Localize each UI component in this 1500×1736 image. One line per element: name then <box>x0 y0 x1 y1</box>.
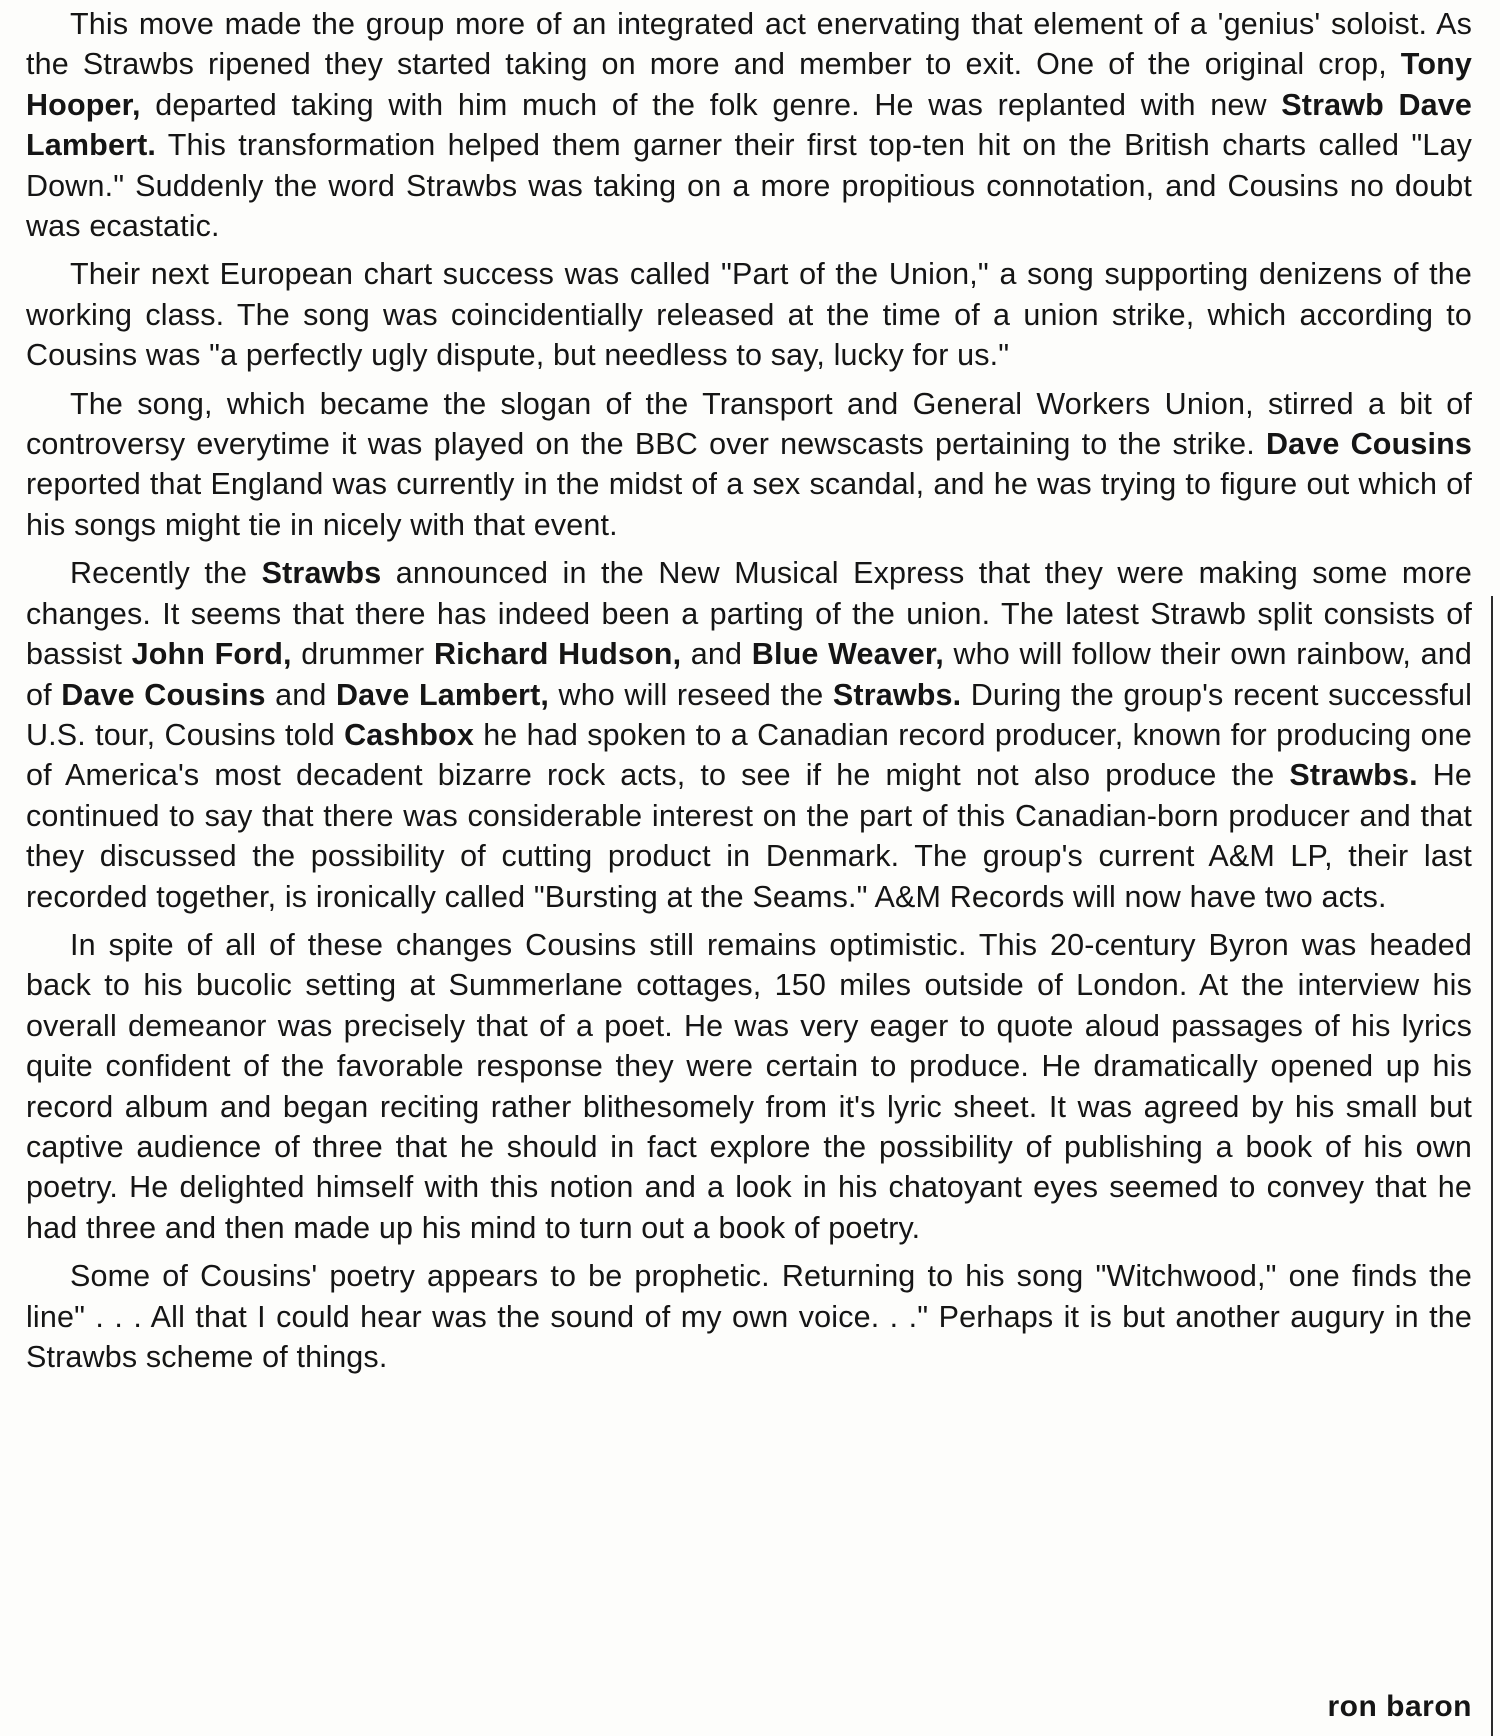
text-run: and <box>681 637 752 672</box>
bold-name-run: Dave Cousins <box>61 677 266 712</box>
bold-name-run: Dave Lambert, <box>335 677 550 712</box>
article-paragraph <box>26 4 1472 246</box>
bold-name-run: Dave Cousins <box>1265 427 1472 462</box>
bold-name-run: Strawbs. <box>832 677 962 712</box>
bold-name-run: Strawbs. <box>1289 758 1418 793</box>
text-run: drummer <box>291 637 434 672</box>
text-run: This transformation helped them garner their first top-ten hit on the British charts called "Lay Down." Suddenly the word Strawbs was taking on a more propitious connotation, and Cousins no doubt was ecastatic. <box>26 128 1472 244</box>
text-run: Some of Cousins' poetry appears to be prophetic. Returning to his song "Witchwood," one finds the line" . . . All that I could hear was the sound of my own voice. . ." Perhaps it is but another augury in the Strawbs scheme of things. <box>26 1259 1472 1374</box>
text-run: This move made the group more of an integrated act enervating that element of a 'genius' soloist. As the Strawbs ripened they started taking on more and member to exit. One of the original crop, <box>26 7 1472 82</box>
text-run: He continued to say that there was considerable interest on the part of this Canadian-born producer and that they discussed the possibility of cutting product in Denmark. The group's current A&M LP, their last recorded together, is ironically called "Bursting at the Seams." A&M Records will now have two acts. <box>26 758 1472 914</box>
text-run: announced in the New Musical Express that they were making some more changes. It seems that there has indeed been a parting of the union. The latest Strawb split consists of bassist <box>26 556 1472 672</box>
text-run: he had spoken to a Canadian record producer, known for producing one of America's most decadent bizarre rock acts, to see if he might not also produce the <box>26 717 1472 793</box>
text-run: In spite of all of these changes Cousins still remains optimistic. This 20-century Byron was headed back to his bucolic setting at Summerlane cottages, 150 miles outside of London. At the interview his overall demeanor was precisely that of a poet. He was very eager to quote aloud passages of his lyrics quite confident of the favorable response they were certain to produce. He dramatically opened up his record album and began reciting rather blithesomely from it's lyric sheet. It was agreed by his small but captive audience of three that he should in fact explore the possibility of publishing a book of his own poetry. He delighted himself with this notion and a look in his chatoyant eyes seemed to convey that he had three and then made up his mind to turn out a book of poetry. <box>26 927 1472 1245</box>
page-edge-rule <box>1491 596 1493 1736</box>
text-run: reported that England was currently in the midst of a sex scandal, and he was trying to figure out which of his songs might tie in nicely with that event. <box>26 467 1472 542</box>
article-paragraph <box>26 553 1472 917</box>
article-paragraph <box>26 1256 1472 1377</box>
article-body <box>26 4 1472 1377</box>
bold-name-run: Tony Hooper, <box>26 47 1472 122</box>
bold-name-run: Blue Weaver, <box>751 637 944 672</box>
text-run: Recently the <box>70 556 262 591</box>
text-run: departed taking with him much of the folk genre. He was replanted with new <box>140 87 1282 122</box>
article-paragraph <box>26 254 1472 375</box>
text-run: The song, which became the slogan of the Transport and General Workers Union, stirred a bit of controversy everytime it was played on the BBC over newscasts pertaining to the strike. <box>26 386 1472 462</box>
text-run: and <box>265 677 336 712</box>
text-run: who will reseed the <box>549 677 833 712</box>
article-paragraph <box>26 384 1472 546</box>
bold-name-run: Cashbox <box>344 717 474 752</box>
article-paragraph <box>26 925 1472 1248</box>
bold-name-run: John Ford, <box>131 637 292 672</box>
bold-name-run: Richard Hudson, <box>433 637 682 672</box>
text-run: Their next European chart success was called "Part of the Union," a song supporting denizens of the working class. The song was coincidentially released at the time of a union strike, which according to Cousins was "a perfectly ugly dispute, but needless to say, lucky for us." <box>26 257 1472 373</box>
bold-name-run: Strawb Dave Lambert. <box>26 87 1472 163</box>
bold-name-run: Strawbs <box>261 556 382 591</box>
text-run: who will follow their own rainbow, and of <box>26 637 1472 712</box>
author-byline: ron baron <box>1327 1690 1472 1723</box>
text-run: During the group's recent successful U.S. tour, Cousins told <box>26 677 1473 752</box>
